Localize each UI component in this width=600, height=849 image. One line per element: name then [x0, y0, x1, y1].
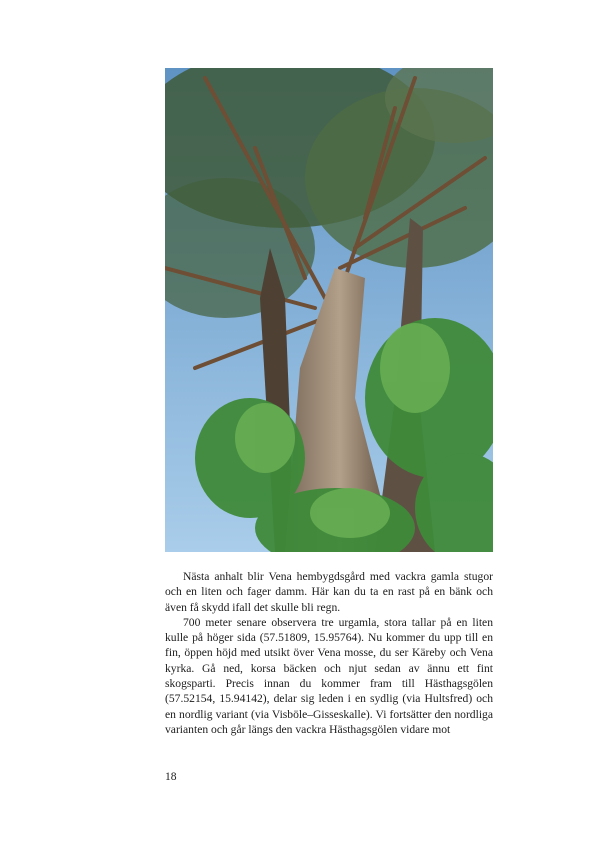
paragraph-1: Nästa anhalt blir Vena hembygdsgård med vackra gamla stugor och en liten och fager damm. Här kan du ta en rast på en bänk och även få skydd ifall det skulle bli regn.: [165, 570, 493, 614]
pine-tree-icon: [165, 68, 493, 552]
body-text: [165, 569, 493, 737]
pine-tree-photo: [165, 68, 493, 552]
page-number: 18: [165, 770, 177, 783]
paragraph-2: 700 meter senare observera tre urgamla, stora tallar på en liten kulle på höger sida (57.51809, 15.95764). Nu kommer du upp till en fin, öppen höjd med utsikt över Vena mosse, du ser Käreby och Vena kyrka. Gå ned, korsa bäcken och njut sedan av ännu ett fint skogsparti. Precis innan du kommer fram till Hästhagsgölen (57.52154, 15.94142), delar sig leden i en sydlig (via Hultsfred) och en nordlig variant (via Visböle–Gisseskalle). Vi fortsätter den nordliga varianten och går längs den vackra Hästhagsgölen vidare mot: [165, 615, 493, 736]
